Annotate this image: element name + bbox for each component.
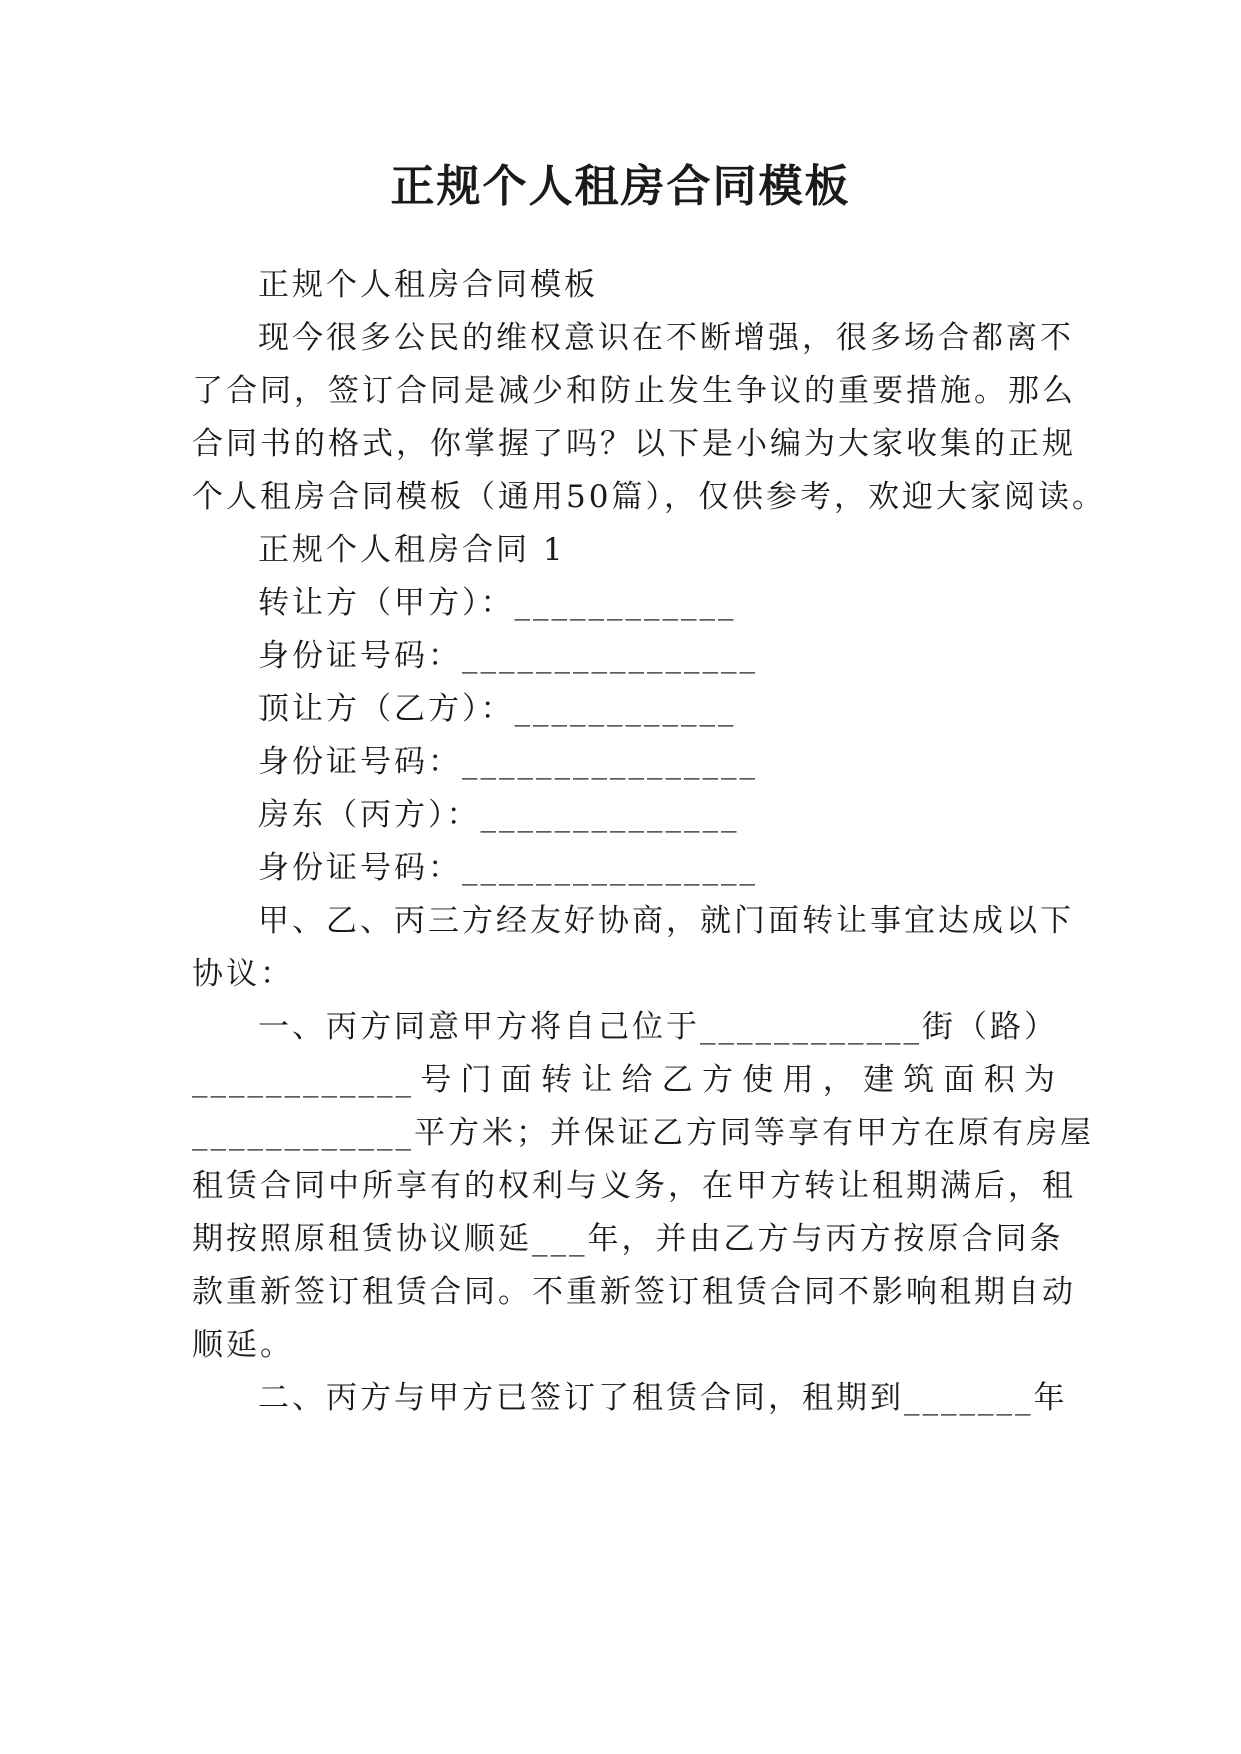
text-line: 现今很多公民的维权意识在不断增强，很多场合都离不 <box>258 320 1074 356</box>
text-line: ____________号门面转让给乙方使用，建筑面积为 <box>192 1062 1058 1098</box>
text-line: 身份证号码：________________ <box>258 850 758 886</box>
text-line: 甲、乙、丙三方经友好协商，就门面转让事宜达成以下 <box>258 903 1074 939</box>
document-title: 正规个人租房合同模板 <box>390 161 851 212</box>
text-line: 正规个人租房合同模板 <box>258 267 598 303</box>
text-line: 正规个人租房合同 1 <box>258 532 566 568</box>
text-line: 个人租房合同模板（通用50篇），仅供参考，欢迎大家阅读。 <box>192 479 1106 515</box>
text-line: 转让方（甲方）：____________ <box>258 585 737 621</box>
text-line: 租赁合同中所享有的权利与义务，在甲方转让租期满后，租 <box>192 1168 1076 1204</box>
text-line: 协议： <box>192 956 294 992</box>
text-line: 期按照原租赁协议顺延___年，并由乙方与丙方按原合同条 <box>192 1221 1064 1257</box>
text-line: 顺延。 <box>192 1327 294 1363</box>
text-line: 身份证号码：________________ <box>258 744 758 780</box>
text-line: ____________平方米；并保证乙方同等享有甲方在原有房屋 <box>192 1115 1094 1151</box>
text-line: 二、丙方与甲方已签订了租赁合同，租期到_______年 <box>258 1380 1068 1416</box>
text-line: 身份证号码：________________ <box>258 638 758 674</box>
text-line: 合同书的格式，你掌握了吗？以下是小编为大家收集的正规 <box>192 426 1076 462</box>
text-line: 顶让方（乙方）：____________ <box>258 691 737 727</box>
text-line: 一、丙方同意甲方将自己位于____________街（路） <box>258 1009 1058 1045</box>
text-line: 了合同，签订合同是减少和防止发生争议的重要措施。那么 <box>192 373 1076 409</box>
text-line: 款重新签订租赁合同。不重新签订租赁合同不影响租期自动 <box>192 1274 1076 1310</box>
text-line: 房东（丙方）：______________ <box>258 797 740 833</box>
